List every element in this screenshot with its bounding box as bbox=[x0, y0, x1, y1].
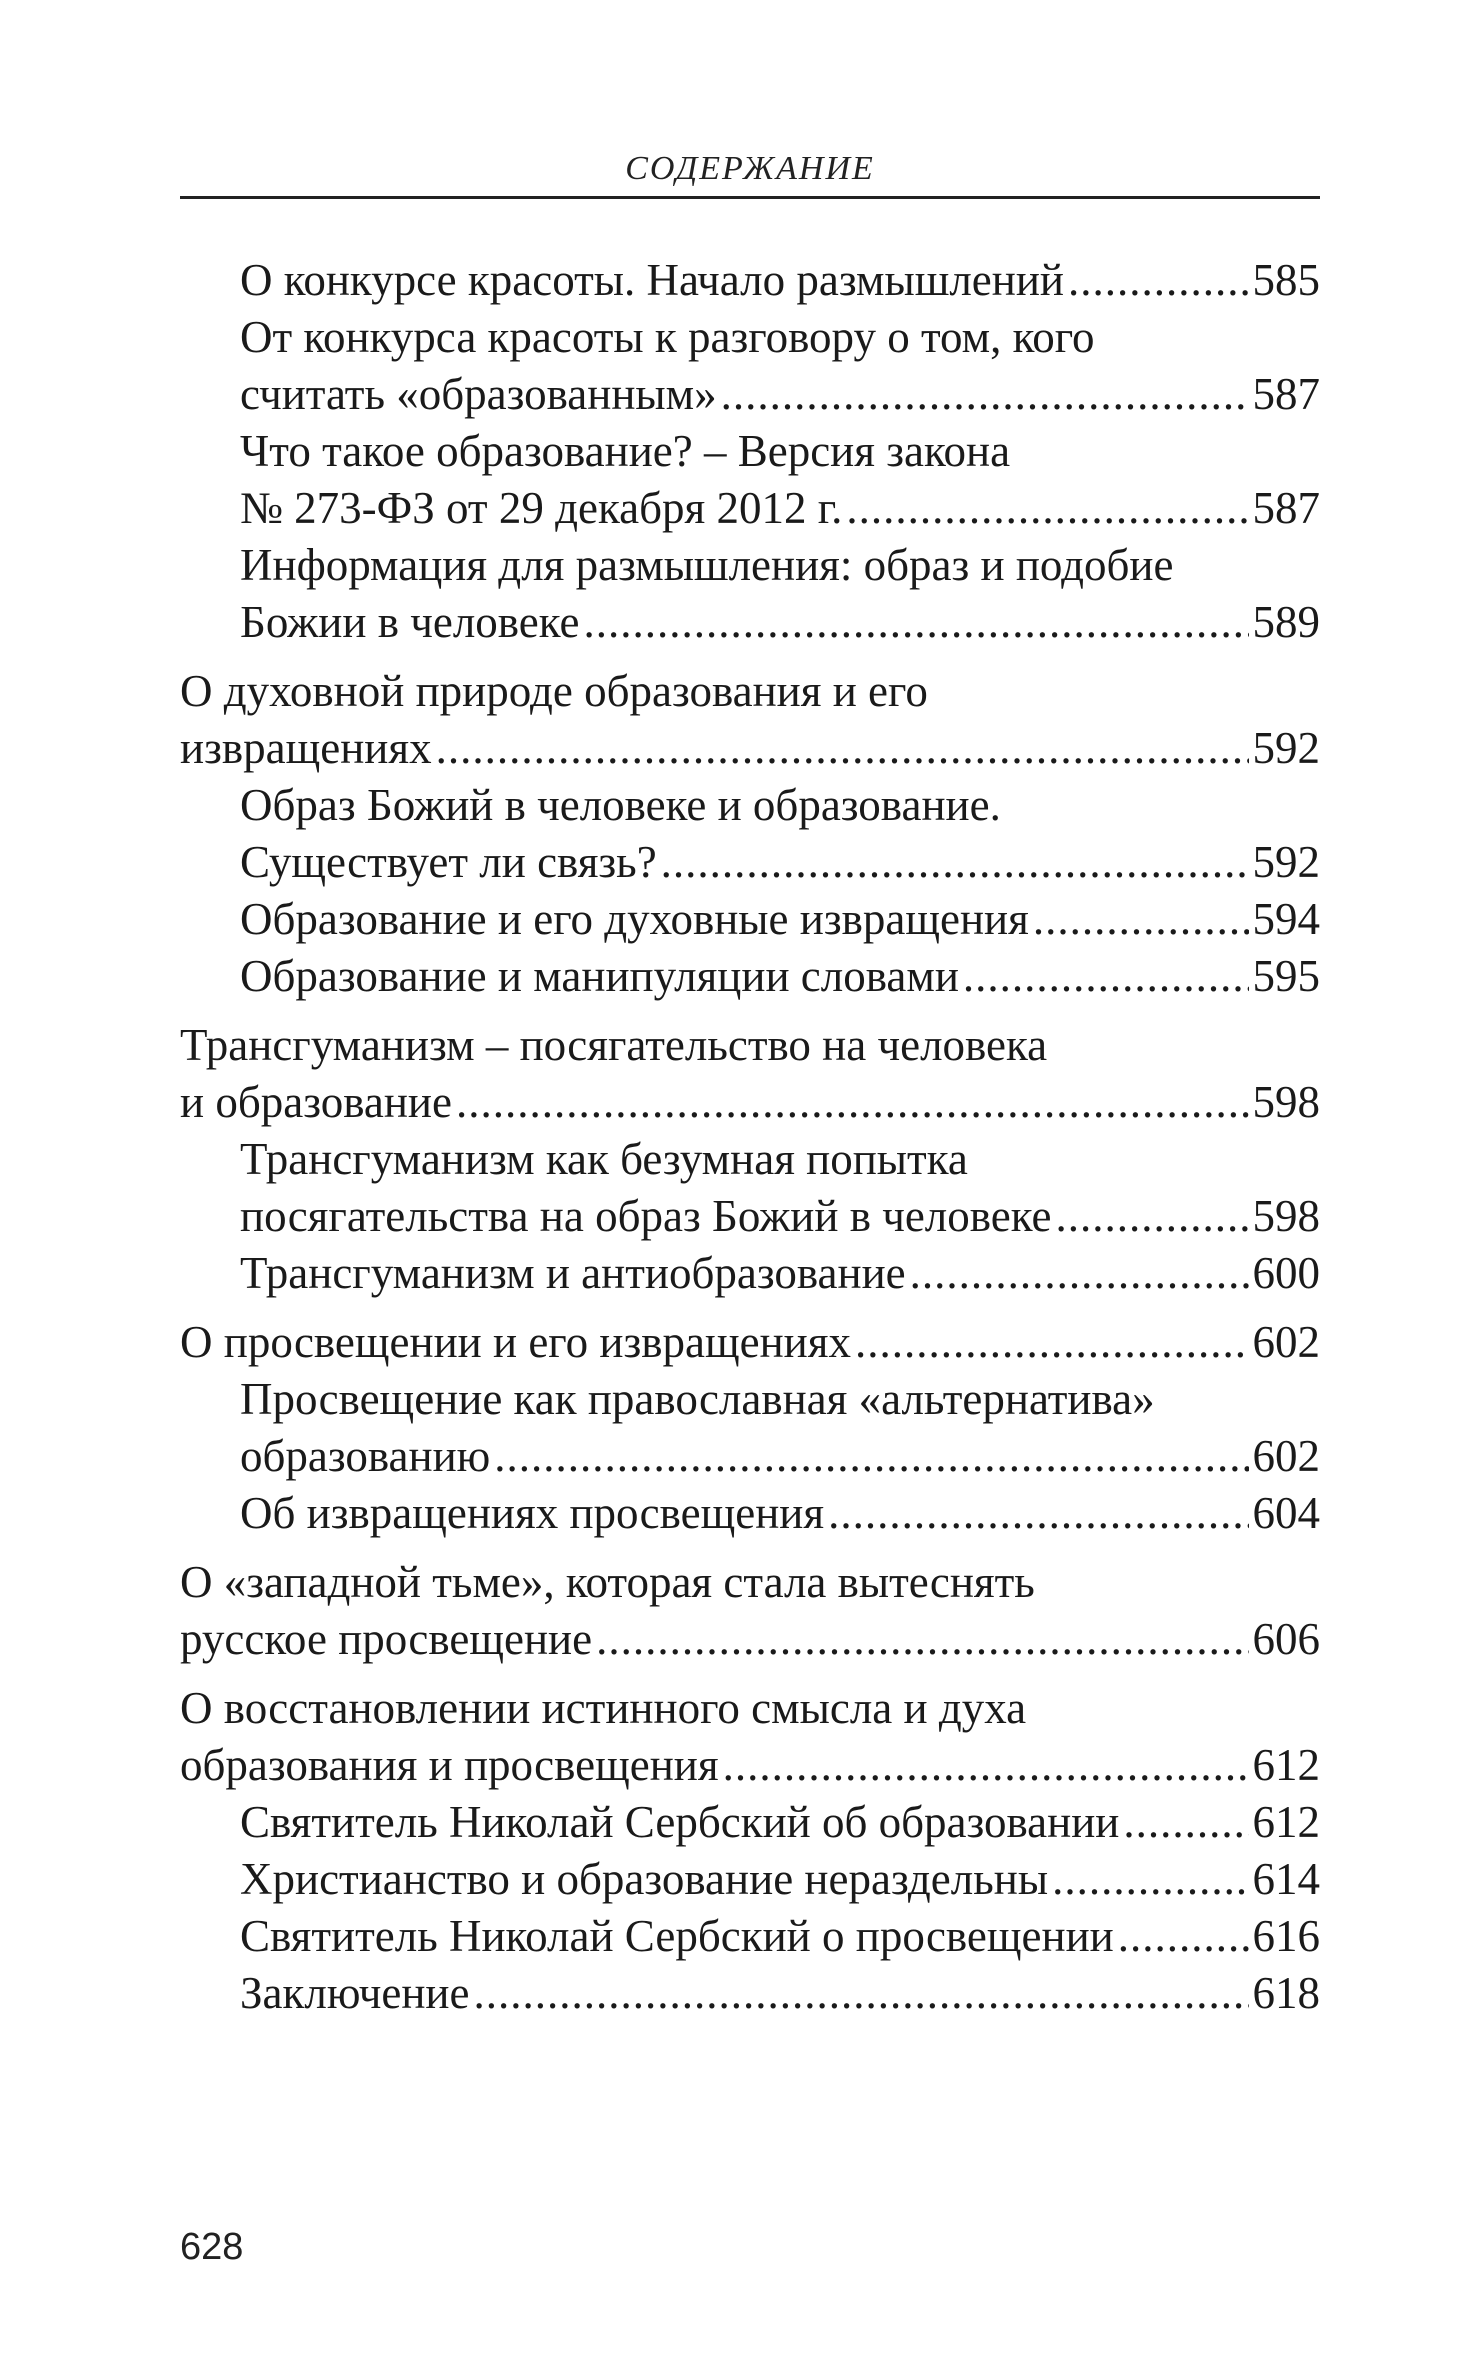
toc-entry-title-line: Святитель Николай Сербский о просвещении bbox=[240, 1911, 1114, 1961]
toc-entry-title-line: Информация для размышления: образ и подобие bbox=[240, 540, 1174, 590]
toc-entry-title-line: Трансгуманизм и антиобразование bbox=[240, 1248, 906, 1298]
toc-entry-title-line: образованию bbox=[240, 1431, 491, 1481]
toc-entry bbox=[180, 423, 1320, 537]
toc-entry-title-line: образования и просвещения bbox=[180, 1740, 719, 1790]
toc-entry-last-line bbox=[240, 480, 1320, 537]
toc-entry bbox=[180, 1245, 1320, 1302]
toc-entry-title-line: и образование bbox=[180, 1077, 452, 1127]
dot-leader bbox=[1123, 1794, 1248, 1851]
toc-entry-title-line: О духовной природе образования и его bbox=[180, 666, 928, 716]
toc-entry-page: 602 bbox=[1252, 1431, 1320, 1481]
dot-leader bbox=[1052, 1851, 1248, 1908]
toc-entry-title-line: Трансгуманизм – посягательство на человека bbox=[180, 1020, 1048, 1070]
toc-entry bbox=[180, 1554, 1320, 1668]
toc-entry-title-line: Просвещение как православная «альтернатива» bbox=[240, 1374, 1155, 1424]
toc-entry bbox=[180, 537, 1320, 651]
toc-entry-last-line bbox=[240, 1851, 1320, 1908]
toc-entry-last-line bbox=[240, 1794, 1320, 1851]
toc-entry-page: 589 bbox=[1252, 597, 1320, 647]
toc-entry-page: 618 bbox=[1252, 1968, 1320, 2018]
toc-entry-last-line bbox=[180, 720, 1320, 777]
toc-entry-title-line: От конкурса красоты к разговору о том, кого bbox=[240, 312, 1095, 362]
toc-entry bbox=[180, 309, 1320, 423]
dot-leader bbox=[723, 1737, 1249, 1794]
dot-leader bbox=[494, 1428, 1248, 1485]
toc-entry bbox=[180, 1794, 1320, 1851]
toc-entry bbox=[180, 252, 1320, 309]
toc-entry-last-line bbox=[240, 891, 1320, 948]
toc-entry-title-line: русское просвещение bbox=[180, 1614, 593, 1664]
toc-entry-page: 594 bbox=[1252, 894, 1320, 944]
toc-entry-last-line bbox=[240, 834, 1320, 891]
dot-leader bbox=[583, 594, 1248, 651]
toc-entry-last-line bbox=[240, 594, 1320, 651]
dot-leader bbox=[456, 1074, 1249, 1131]
toc-entry bbox=[180, 1485, 1320, 1542]
dot-leader bbox=[473, 1965, 1248, 2022]
toc-entry-title-line: считать «образованным» bbox=[240, 369, 717, 419]
dot-leader bbox=[855, 1314, 1249, 1371]
toc-entry-page: 595 bbox=[1252, 951, 1320, 1001]
toc-entry-title-line: № 273-ФЗ от 29 декабря 2012 г. bbox=[240, 483, 843, 533]
toc-entry-title-line: О «западной тьме», которая стала вытеснять bbox=[180, 1557, 1035, 1607]
dot-leader bbox=[1068, 252, 1248, 309]
dot-leader bbox=[436, 720, 1249, 777]
dot-leader bbox=[846, 480, 1248, 537]
toc-entry-page: 585 bbox=[1252, 255, 1320, 305]
toc-entry-title-line: О конкурсе красоты. Начало размышлений bbox=[240, 255, 1065, 305]
toc-entry-title-line: О просвещении и его извращениях bbox=[180, 1317, 851, 1367]
header-rule bbox=[180, 196, 1320, 199]
dot-leader bbox=[963, 948, 1249, 1005]
toc-entry-page: 598 bbox=[1252, 1191, 1320, 1241]
dot-leader bbox=[596, 1611, 1248, 1668]
toc-entry-title-line: Трансгуманизм как безумная попытка bbox=[240, 1134, 968, 1184]
toc-entry-title-line: извращениях bbox=[180, 723, 432, 773]
toc-entry-page: 598 bbox=[1252, 1077, 1320, 1127]
toc-entry-last-line bbox=[240, 1485, 1320, 1542]
dot-leader bbox=[661, 834, 1249, 891]
toc-entry bbox=[180, 663, 1320, 777]
toc-entry bbox=[180, 1908, 1320, 1965]
toc-entry-title-line: О восстановлении истинного смысла и духа bbox=[180, 1683, 1027, 1733]
toc-entry-page: 614 bbox=[1252, 1854, 1320, 1904]
toc-entry bbox=[180, 1314, 1320, 1371]
running-head: СОДЕРЖАНИЕ bbox=[625, 150, 875, 187]
toc-entry-last-line bbox=[240, 1188, 1320, 1245]
toc-entry-page: 587 bbox=[1252, 369, 1320, 419]
toc-entry-last-line bbox=[240, 366, 1320, 423]
dot-leader bbox=[721, 366, 1249, 423]
toc-entry-page: 604 bbox=[1252, 1488, 1320, 1538]
dot-leader bbox=[1055, 1188, 1248, 1245]
toc-entry bbox=[180, 777, 1320, 891]
page-number: 628 bbox=[180, 2226, 244, 2268]
table-of-contents bbox=[180, 252, 1320, 2022]
toc-entry bbox=[180, 1851, 1320, 1908]
toc-entry-title-line: Что такое образование? – Версия закона bbox=[240, 426, 1011, 476]
toc-entry-last-line bbox=[240, 948, 1320, 1005]
toc-entry bbox=[180, 891, 1320, 948]
toc-entry-last-line bbox=[240, 1908, 1320, 1965]
toc-entry-page: 592 bbox=[1252, 837, 1320, 887]
dot-leader bbox=[1118, 1908, 1249, 1965]
toc-entry-page: 592 bbox=[1252, 723, 1320, 773]
toc-entry bbox=[180, 1680, 1320, 1794]
toc-entry-page: 587 bbox=[1252, 483, 1320, 533]
toc-entry-page: 616 bbox=[1252, 1911, 1320, 1961]
toc-entry bbox=[180, 1371, 1320, 1485]
toc-entry-last-line bbox=[180, 1314, 1320, 1371]
toc-entry-title-line: Заключение bbox=[240, 1968, 470, 2018]
toc-entry-title-line: Образование и его духовные извращения bbox=[240, 894, 1029, 944]
toc-entry-last-line bbox=[180, 1737, 1320, 1794]
toc-entry-title-line: Об извращениях просвещения bbox=[240, 1488, 825, 1538]
toc-entry-last-line bbox=[240, 1245, 1320, 1302]
toc-entry-title-line: Существует ли связь? bbox=[240, 837, 657, 887]
toc-entry bbox=[180, 1965, 1320, 2022]
toc-entry bbox=[180, 1131, 1320, 1245]
toc-entry-page: 606 bbox=[1252, 1614, 1320, 1664]
toc-entry-title-line: Образование и манипуляции словами bbox=[240, 951, 959, 1001]
toc-entry-title-line: Образ Божий в человеке и образование. bbox=[240, 780, 1001, 830]
toc-entry-last-line bbox=[180, 1611, 1320, 1668]
toc-entry-title-line: посягательства на образ Божий в человеке bbox=[240, 1191, 1052, 1241]
dot-leader bbox=[910, 1245, 1249, 1302]
toc-entry-title-line: Христианство и образование нераздельны bbox=[240, 1854, 1049, 1904]
toc-entry-last-line bbox=[240, 1428, 1320, 1485]
toc-entry bbox=[180, 1017, 1320, 1131]
toc-entry-last-line bbox=[240, 252, 1320, 309]
toc-entry-page: 612 bbox=[1252, 1797, 1320, 1847]
dot-leader bbox=[1033, 891, 1249, 948]
toc-entry-page: 612 bbox=[1252, 1740, 1320, 1790]
toc-entry-title-line: Божии в человеке bbox=[240, 597, 580, 647]
toc-entry-page: 602 bbox=[1252, 1317, 1320, 1367]
toc-entry-last-line bbox=[240, 1965, 1320, 2022]
toc-entry-page: 600 bbox=[1252, 1248, 1320, 1298]
toc-entry bbox=[180, 948, 1320, 1005]
toc-entry-title-line: Святитель Николай Сербский об образовании bbox=[240, 1797, 1120, 1847]
dot-leader bbox=[828, 1485, 1248, 1542]
toc-entry-last-line bbox=[180, 1074, 1320, 1131]
